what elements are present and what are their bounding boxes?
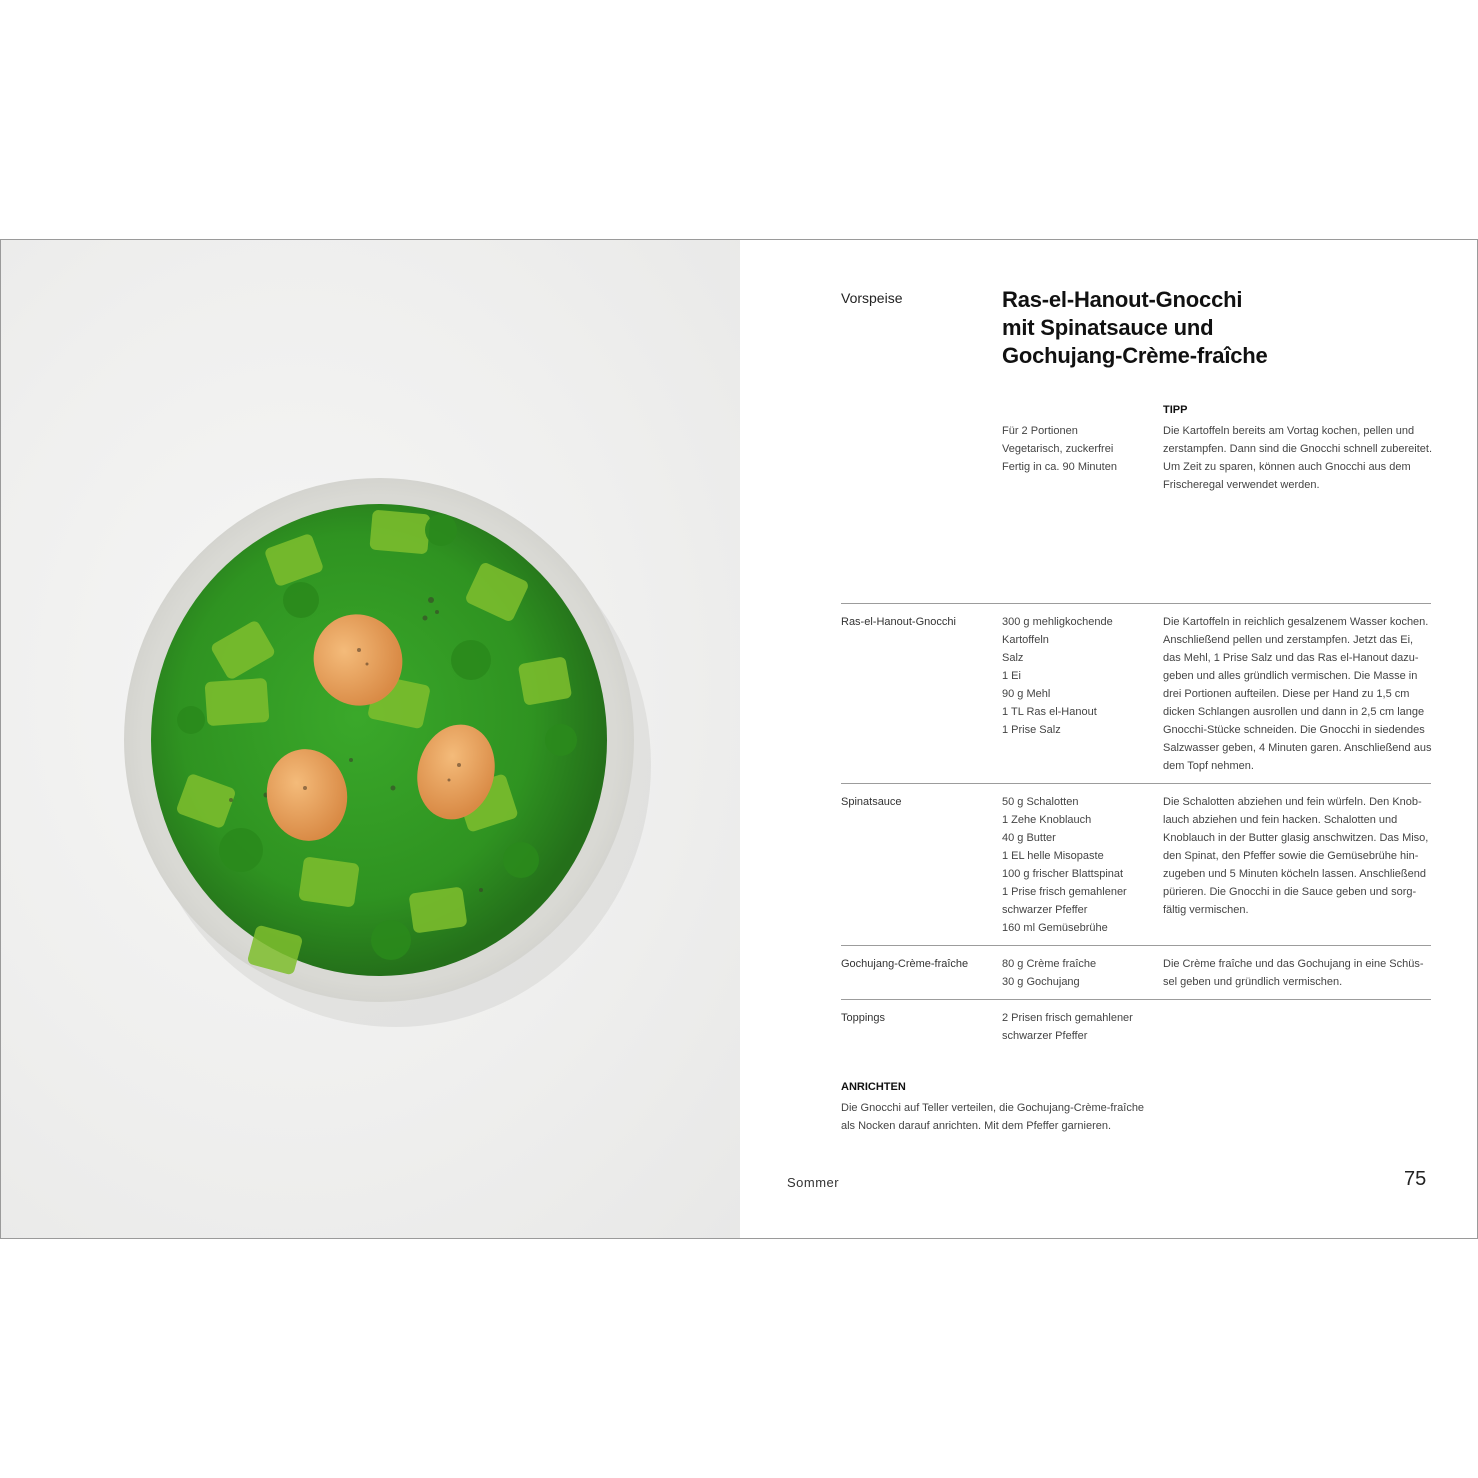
instruction-line: Gnocchi-Stücke schneiden. Die Gnocchi in siedendes xyxy=(1163,724,1425,736)
ingredient: 1 Zehe Knoblauch xyxy=(1002,814,1092,826)
ingredient: 160 ml Gemüsebrühe xyxy=(1002,922,1108,934)
ingredient: 300 g mehligkochende xyxy=(1002,616,1113,628)
ingredient: Kartoffeln xyxy=(1002,634,1049,646)
book-spread xyxy=(0,239,1478,1239)
section-name: Toppings xyxy=(841,1012,886,1024)
course-label: Vorspeise xyxy=(841,290,903,306)
tip-line: Frischeregal verwendet werden. xyxy=(1163,479,1320,491)
instruction-line: fältig vermischen. xyxy=(1163,904,1249,916)
instruction-line: das Mehl, 1 Prise Salz und das Ras el-Hanout dazu- xyxy=(1163,652,1419,664)
running-footer-season: Sommer xyxy=(787,1175,840,1190)
section-name: Spinatsauce xyxy=(841,796,902,808)
diet-text: Vegetarisch, zuckerfrei xyxy=(1002,443,1114,455)
instruction-line: zugeben und 5 Minuten köcheln lassen. Anschließend xyxy=(1163,868,1426,880)
tip-line: Um Zeit zu sparen, können auch Gnocchi aus dem xyxy=(1163,461,1411,473)
ingredient: Salz xyxy=(1002,652,1024,664)
ingredient: 1 Prise frisch gemahlener xyxy=(1002,886,1127,898)
instruction-line: dem Topf nehmen. xyxy=(1163,760,1254,772)
serving-line: als Nocken darauf anrichten. Mit dem Pfeffer garnieren. xyxy=(841,1120,1112,1132)
instruction-line: drei Portionen aufteilen. Diese per Hand zu 1,5 cm xyxy=(1163,688,1410,700)
page-number: 75 xyxy=(1404,1168,1427,1190)
section-row-gochujang xyxy=(841,945,1431,999)
instruction-line: sel geben und gründlich vermischen. xyxy=(1163,976,1343,988)
serving-line: Die Gnocchi auf Teller verteilen, die Gochujang-Crème-fraîche xyxy=(841,1102,1145,1114)
instruction-line: den Spinat, den Pfeffer sowie die Gemüsebrühe hin- xyxy=(1163,850,1419,862)
ingredient: schwarzer Pfeffer xyxy=(1002,904,1088,916)
serving-text xyxy=(841,1099,1161,1135)
recipe-meta xyxy=(1002,422,1117,476)
ingredient: 40 g Butter xyxy=(1002,832,1056,844)
recipe-title-line: Ras-el-Hanout-Gnocchi xyxy=(1002,287,1243,312)
ingredient: 30 g Gochujang xyxy=(1002,976,1080,988)
recipe-title xyxy=(1002,286,1442,370)
instructions xyxy=(1163,613,1431,775)
ingredient: 1 EL helle Misopaste xyxy=(1002,850,1104,862)
tip-line: zerstampfen. Dann sind die Gnocchi schnell zubereitet. xyxy=(1163,443,1433,455)
ingredient: schwarzer Pfeffer xyxy=(1002,1030,1088,1042)
ingredients-table xyxy=(841,603,1431,1053)
dish-photo xyxy=(1,240,740,1238)
tip-heading: TIPP xyxy=(1163,404,1188,416)
recipe-title-line: mit Spinatsauce und xyxy=(1002,315,1214,340)
instruction-line: Knoblauch in der Butter glasig anschwitzen. Das Miso, xyxy=(1163,832,1429,844)
instruction-line: dicken Schlangen ausrollen und dann in 2,5 cm lange xyxy=(1163,706,1425,718)
ingredient: 90 g Mehl xyxy=(1002,688,1051,700)
gnocchi-bowl-illustration xyxy=(1,240,740,1238)
ingredient-list xyxy=(1002,613,1160,739)
instruction-line: Die Crème fraîche und das Gochujang in eine Schüs- xyxy=(1163,958,1424,970)
ingredient: 100 g frischer Blattspinat xyxy=(1002,868,1124,880)
recipe-page xyxy=(740,240,1478,1238)
servings-text: Für 2 Portionen xyxy=(1002,425,1078,437)
instructions xyxy=(1163,955,1431,991)
instruction-line: Anschließend pellen und zerstampfen. Jetzt das Ei, xyxy=(1163,634,1414,646)
instruction-line: Die Kartoffeln in reichlich gesalzenem Wasser kochen. xyxy=(1163,616,1429,628)
instructions xyxy=(1163,793,1431,919)
section-row-toppings xyxy=(841,999,1431,1053)
section-row-gnocchi xyxy=(841,603,1431,783)
instruction-line: geben und alles gründlich vermischen. Die Masse in xyxy=(1163,670,1418,682)
ingredient: 50 g Schalotten xyxy=(1002,796,1079,808)
ingredient: 80 g Crème fraîche xyxy=(1002,958,1097,970)
recipe-title-line: Gochujang-Crème-fraîche xyxy=(1002,343,1268,368)
instruction-line: pürieren. Die Gnocchi in die Sauce geben und sorg- xyxy=(1163,886,1417,898)
section-row-spinach-sauce xyxy=(841,783,1431,945)
instruction-line: lauch abziehen und fein hacken. Schalotten und xyxy=(1163,814,1398,826)
ingredient-list xyxy=(1002,1009,1160,1045)
time-text: Fertig in ca. 90 Minuten xyxy=(1002,461,1117,473)
ingredient: 1 Prise Salz xyxy=(1002,724,1061,736)
section-name: Ras-el-Hanout-Gnocchi xyxy=(841,616,956,628)
ingredient-list xyxy=(1002,955,1160,991)
ingredient: 1 Ei xyxy=(1002,670,1021,682)
spinach-sauce xyxy=(151,504,607,976)
tip-line: Die Kartoffeln bereits am Vortag kochen, pellen und xyxy=(1163,425,1415,437)
ingredient: 2 Prisen frisch gemahlener xyxy=(1002,1012,1133,1024)
ingredient: 1 TL Ras el-Hanout xyxy=(1002,706,1097,718)
ingredient-list xyxy=(1002,793,1160,937)
instruction-line: Die Schalotten abziehen und fein würfeln. Den Knob- xyxy=(1163,796,1422,808)
tip-text xyxy=(1163,422,1435,494)
section-name: Gochujang-Crème-fraîche xyxy=(841,958,969,970)
serving-heading: ANRICHTEN xyxy=(841,1081,906,1093)
instruction-line: Salzwasser geben, 4 Minuten garen. Anschließend aus xyxy=(1163,742,1432,754)
